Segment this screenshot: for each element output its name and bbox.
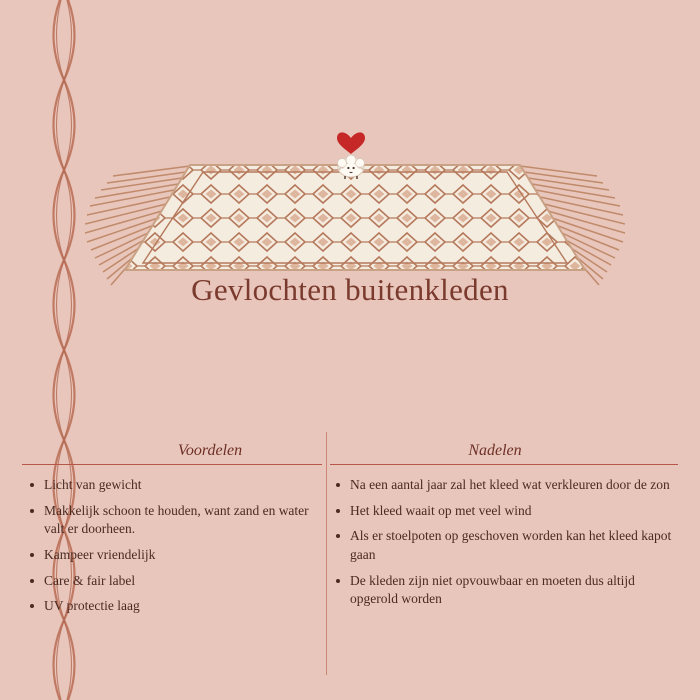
pros-list xyxy=(28,476,320,623)
page-title: Gevlochten buitenkleden xyxy=(191,272,509,307)
list-item: Care & fair label xyxy=(28,572,320,591)
cons-divider xyxy=(330,464,678,465)
list-item: Als er stoelpoten op geschoven worden kan het kleed kapot gaan xyxy=(334,527,678,564)
list-item: UV protectie laag xyxy=(28,597,320,616)
heart-icon xyxy=(337,132,365,154)
column-separator xyxy=(326,432,327,675)
cons-list xyxy=(334,476,678,616)
list-item: De kleden zijn niet opvouwbaar en moeten dus altijd opgerold worden xyxy=(334,572,678,609)
sheep-with-heart-illustration xyxy=(328,118,374,180)
list-item: Na een aantal jaar zal het kleed wat verkleuren door de zon xyxy=(334,476,678,495)
list-item: Het kleed waait op met veel wind xyxy=(334,502,678,521)
list-item: Makkelijk schoon te houden, want zand en water valt er doorheen. xyxy=(28,502,320,539)
cons-heading: Nadelen xyxy=(468,442,522,459)
pros-heading: Voordelen xyxy=(177,442,243,459)
pros-divider xyxy=(22,464,322,465)
list-item: Licht van gewicht xyxy=(28,476,320,495)
list-item: Kampeer vriendelijk xyxy=(28,546,320,565)
